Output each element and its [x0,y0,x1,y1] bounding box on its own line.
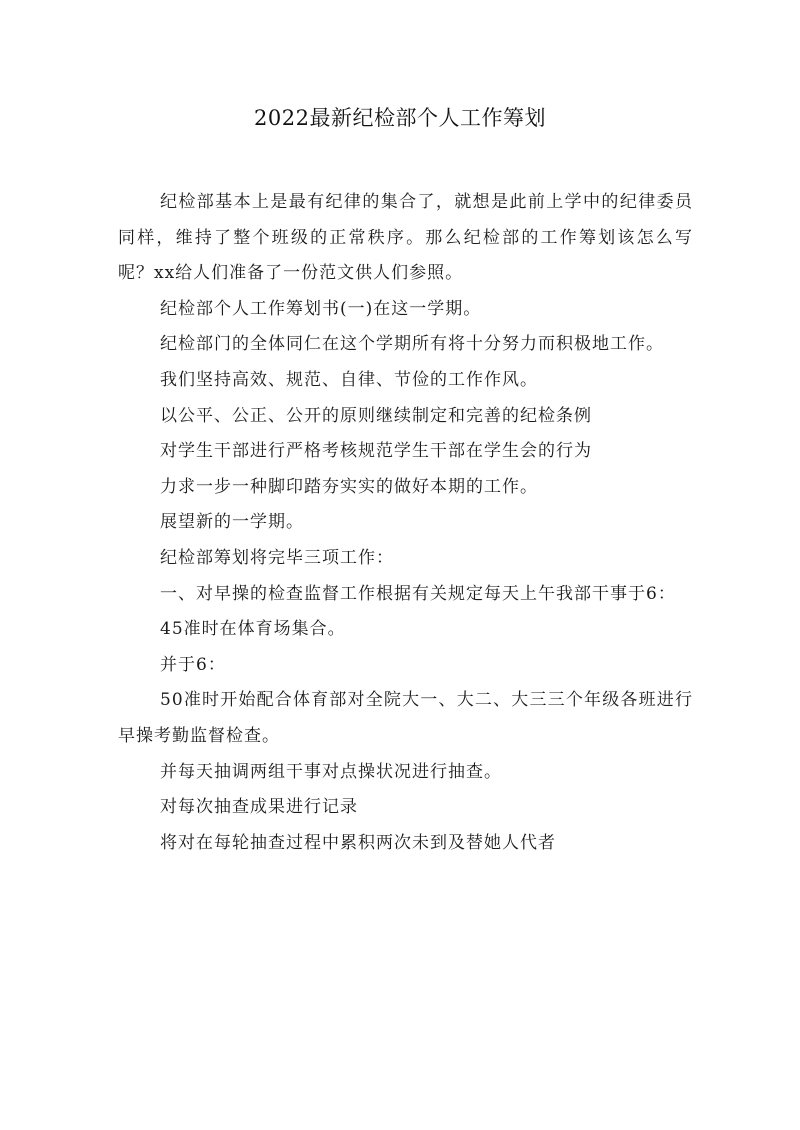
paragraph: 纪检部个人工作筹划书(一)在这一学期。 [160,298,482,319]
paragraph-intro: 纪检部基本上是最有纪律的集合了，就想是此前上学中的纪律委员同样，维持了整个班级的正常秩序。那么纪检部的工作筹划该怎么写呢？xx给人们准备了一份范文供人们参照。 [118,192,693,284]
paragraph: 展望新的一学期。 [160,512,304,533]
paragraph: 45准时在体育场集合。 [160,619,346,640]
paragraph: 并每天抽调两组干事对点操状况进行抽查。 [160,761,502,782]
document-title: 2022最新纪检部个人工作筹划 [254,106,546,130]
paragraph: 纪检部门的全体同仁在这个学期所有将十分努力而积极地工作。 [160,334,664,355]
paragraph: 以公平、公正、公开的原则继续制定和完善的纪检条例 [160,405,592,426]
paragraph: 我们坚持高效、规范、自律、节俭的工作作风。 [160,369,538,390]
document-body [118,185,693,861]
paragraph: 纪检部筹划将完毕三项工作： [160,547,394,568]
paragraph: 对每次抽查成果进行记录 [160,797,358,818]
paragraph: 一、对早操的检查监督工作根据有关规定每天上午我部干事于6： [160,583,676,604]
paragraph: 对学生干部进行严格考核规范学生干部在学生会的行为 [160,441,592,462]
paragraph: 力求一步一种脚印踏夯实实的做好本期的工作。 [160,476,538,497]
paragraph: 并于6： [160,654,226,675]
paragraph: 将对在每轮抽查过程中累积两次未到及替她人代者 [160,832,556,853]
paragraph: 50准时开始配合体育部对全院大一、大二、大三三个年级各班进行早操考勤监督检查。 [118,690,693,746]
